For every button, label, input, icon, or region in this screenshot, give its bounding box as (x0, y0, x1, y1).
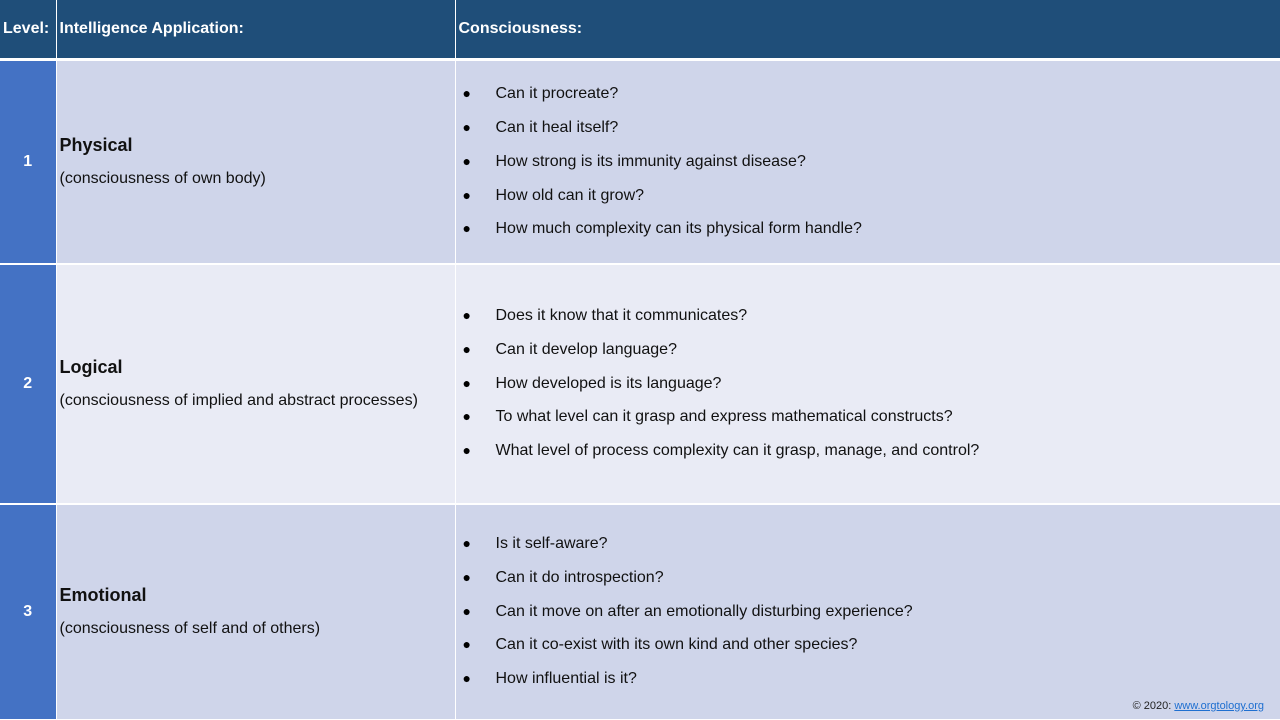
question-item (459, 299, 1280, 333)
bullet-icon: ● (462, 340, 471, 357)
bullet-icon: ● (462, 374, 471, 391)
question-text: How much complexity can its physical form handle? (495, 220, 862, 238)
intelligence-cell (56, 504, 455, 720)
bullet-icon: ● (462, 602, 471, 619)
question-text: How strong is its immunity against disease? (495, 152, 806, 170)
question-item (459, 561, 1280, 595)
intelligence-cell (56, 60, 455, 264)
bullet-icon: ● (462, 535, 471, 551)
intelligence-description: (consciousness of self and of others) (59, 620, 321, 637)
copyright-text: © 2020: (1132, 700, 1175, 712)
bullet-icon: ● (462, 152, 471, 169)
table-row-logical (0, 264, 1280, 504)
consciousness-cell (455, 60, 1280, 264)
consciousness-cell (455, 504, 1280, 720)
bullet-icon: ● (462, 670, 471, 687)
bullet-icon: ● (462, 408, 471, 425)
question-item (459, 212, 1280, 246)
bullet-icon: ● (462, 636, 471, 653)
question-list (456, 77, 1280, 246)
copyright-footer (1133, 700, 1264, 712)
header-level: Level: (0, 0, 56, 60)
question-text: Can it procreate? (495, 85, 619, 103)
intelligence-name: Logical (59, 357, 123, 377)
header-consciousness: Consciousness: (455, 0, 1280, 60)
question-text: Can it move on after an emotionally disturbing experience? (495, 602, 913, 620)
bullet-icon: ● (462, 119, 471, 136)
website-link[interactable]: www.orgtology.org (1174, 700, 1264, 712)
intelligence-cell (56, 264, 455, 504)
question-item (459, 367, 1280, 401)
question-text: Can it do introspection? (495, 568, 664, 586)
bullet-icon: ● (462, 220, 471, 237)
table-row-emotional (0, 504, 1280, 720)
table-header-row (0, 0, 1280, 60)
bullet-icon: ● (462, 186, 471, 203)
intelligence-description: (consciousness of own body) (59, 170, 266, 188)
question-item (459, 111, 1280, 145)
question-text: To what level can it grasp and express mathematical constructs? (495, 408, 953, 426)
question-text: Can it heal itself? (495, 119, 619, 137)
question-item (459, 333, 1280, 367)
bullet-icon: ● (462, 307, 471, 323)
question-text: Is it self-aware? (495, 535, 608, 552)
consciousness-cell (455, 264, 1280, 504)
bullet-icon: ● (462, 442, 471, 459)
table-row-physical (0, 60, 1280, 264)
question-text: Does it know that it communicates? (495, 307, 748, 324)
intelligence-name: Physical (59, 135, 133, 156)
level-number: 1 (0, 60, 56, 264)
question-text: How old can it grow? (495, 186, 645, 204)
question-item (459, 595, 1280, 629)
question-text: Can it co-exist with its own kind and other species? (495, 636, 858, 654)
level-number: 3 (0, 504, 56, 720)
question-item (459, 77, 1280, 111)
question-item (459, 628, 1280, 662)
question-text: Can it develop language? (495, 340, 677, 358)
header-intelligence-application: Intelligence Application: (56, 0, 455, 60)
question-item (459, 434, 1280, 468)
question-text: How developed is its language? (495, 374, 722, 392)
question-item (459, 662, 1280, 696)
question-list (456, 299, 1280, 468)
question-item (459, 145, 1280, 179)
bullet-icon: ● (462, 568, 471, 585)
question-item (459, 400, 1280, 434)
question-item (459, 179, 1280, 213)
level-number: 2 (0, 264, 56, 504)
question-text: What level of process complexity can it grasp, manage, and control? (495, 442, 980, 460)
question-list (456, 527, 1280, 696)
bullet-icon: ● (462, 85, 471, 102)
intelligence-name: Emotional (59, 585, 147, 605)
question-text: How influential is it? (495, 670, 637, 688)
intelligence-description: (consciousness of implied and abstract processes) (59, 392, 418, 409)
question-item (459, 527, 1280, 561)
